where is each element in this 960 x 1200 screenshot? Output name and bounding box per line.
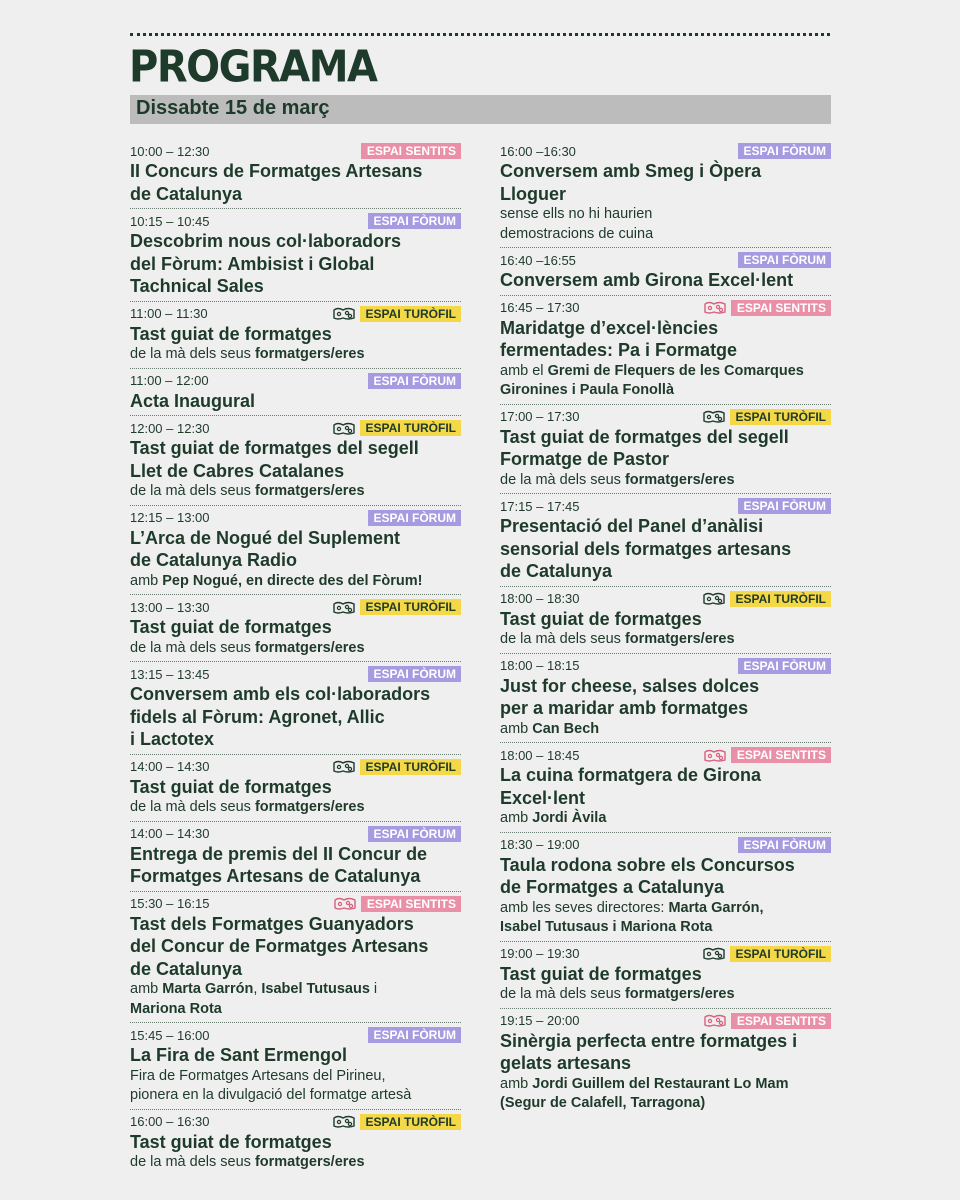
event-time: 13:15 – 13:45 <box>130 666 210 682</box>
cheese-icon <box>332 600 356 615</box>
event-header <box>500 746 831 764</box>
event-header <box>500 657 831 675</box>
space-badge: ESPAI SENTITS <box>731 300 831 316</box>
subtitle-bold: Mariona Rota <box>130 1000 222 1017</box>
top-dotted-rule <box>130 33 830 36</box>
event-subtitle <box>500 1075 831 1095</box>
subtitle-bold: formatgers/eres <box>254 346 365 362</box>
event-header <box>130 142 461 160</box>
event-space <box>738 498 831 514</box>
subtitle-bold: Pep Nogué, en directe des del Fòrum! <box>162 572 423 589</box>
senses-icon <box>703 300 727 315</box>
event-space <box>368 1027 461 1043</box>
space-badge: ESPAI FÒRUM <box>738 143 831 159</box>
space-badge: ESPAI TURÒFIL <box>360 599 461 615</box>
space-badge: ESPAI FÒRUM <box>368 666 461 682</box>
space-badge: ESPAI TURÒFIL <box>730 946 831 962</box>
event-subtitle <box>130 798 461 818</box>
subtitle-text: , <box>253 981 262 997</box>
event-item <box>130 139 461 205</box>
event-item <box>130 1022 461 1106</box>
space-badge: ESPAI FÒRUM <box>368 373 461 389</box>
event-title: Tast guiat de formatges <box>130 776 332 797</box>
space-badge: ESPAI FÒRUM <box>368 213 461 229</box>
event-item <box>130 891 461 1020</box>
event-subtitle <box>500 630 831 650</box>
subtitle-bold: Isabel Tutusaus <box>261 981 370 997</box>
event-time: 15:30 – 16:15 <box>130 896 210 911</box>
event-header <box>130 509 461 527</box>
event-header <box>130 665 461 683</box>
event-space <box>368 666 461 682</box>
event-space <box>368 213 461 229</box>
space-badge: ESPAI TURÒFIL <box>360 1114 461 1130</box>
event-title: Just for cheese, salses dolces per a maridar amb formatges <box>500 675 760 718</box>
subtitle-text: amb les seves directores: <box>500 899 669 916</box>
space-badge: ESPAI SENTITS <box>361 143 461 159</box>
event-space <box>361 143 461 159</box>
event-time: 17:00 – 17:30 <box>500 409 580 424</box>
event-time: 11:00 – 11:30 <box>130 306 208 321</box>
subtitle-text: amb <box>130 981 163 997</box>
event-item <box>500 404 831 491</box>
event-space <box>738 143 831 159</box>
subtitle-bold: formatgers/eres <box>624 471 735 488</box>
event-header <box>130 758 461 776</box>
event-header <box>130 895 461 913</box>
space-badge: ESPAI TURÒFIL <box>730 591 831 607</box>
event-item <box>130 301 461 365</box>
event-item <box>130 1109 461 1173</box>
senses-icon <box>703 748 727 763</box>
event-subtitle <box>500 720 831 740</box>
page-title: PROGRAMA <box>129 42 377 93</box>
event-time: 17:15 – 17:45 <box>500 498 580 514</box>
event-header <box>130 825 461 843</box>
subtitle-text: de la mà dels seus <box>130 799 255 815</box>
subtitle-bold: Isabel Tutusaus i Mariona Rota <box>500 919 713 935</box>
senses-icon <box>703 1013 727 1028</box>
schedule-column-right <box>500 139 831 1117</box>
cheese-icon <box>332 421 356 436</box>
event-space <box>368 510 461 526</box>
subtitle-bold: Can Bech <box>532 720 600 737</box>
event-header <box>130 1026 461 1044</box>
event-title: Conversem amb Girona Excel·lent <box>500 270 794 290</box>
event-time: 19:00 – 19:30 <box>500 946 580 961</box>
event-header <box>500 1012 831 1030</box>
event-header <box>130 212 461 230</box>
event-item <box>500 493 831 583</box>
event-time: 19:15 – 20:00 <box>500 1013 580 1028</box>
event-title: Acta Inaugural <box>130 390 256 411</box>
event-time: 16:00 –16:30 <box>500 143 576 159</box>
subtitle-text: Fira de Formatges Artesans del Pirineu, <box>130 1067 386 1084</box>
subtitle-bold: Gremi de Flequers de les Comarques <box>547 362 804 379</box>
event-item <box>130 415 461 502</box>
event-subtitle <box>130 980 461 1000</box>
event-item <box>130 505 461 592</box>
cheese-icon <box>702 946 726 961</box>
event-space <box>703 747 831 763</box>
subtitle-bold: formatgers/eres <box>254 799 365 815</box>
event-time: 16:45 – 17:30 <box>500 300 580 315</box>
event-item <box>500 247 831 292</box>
space-badge: ESPAI FÒRUM <box>738 252 831 268</box>
subtitle-text: amb <box>130 572 163 589</box>
subtitle-text: amb <box>500 720 533 737</box>
event-subtitle <box>130 345 461 365</box>
subtitle-text: amb <box>500 810 533 826</box>
event-item <box>500 1008 831 1114</box>
event-item <box>130 821 461 888</box>
event-item <box>500 941 831 1005</box>
event-subtitle <box>130 639 461 659</box>
event-item <box>500 653 831 740</box>
event-header <box>130 372 461 390</box>
day-label: Dissabte 15 de març <box>136 97 330 119</box>
event-title: Tast guiat de formatges <box>500 963 702 984</box>
space-badge: ESPAI TURÒFIL <box>360 306 461 322</box>
event-time: 12:15 – 13:00 <box>130 510 210 525</box>
event-item <box>130 594 461 658</box>
event-item <box>500 832 831 938</box>
subtitle-text: i <box>369 981 378 997</box>
subtitle-text: pionera en la divulgació del formatge artesà <box>130 1087 412 1103</box>
cheese-icon <box>702 409 726 424</box>
space-badge: ESPAI FÒRUM <box>738 837 831 853</box>
event-space <box>333 896 461 912</box>
subtitle-text: amb <box>500 1075 533 1092</box>
space-badge: ESPAI TURÒFIL <box>360 420 461 436</box>
event-header <box>500 836 831 854</box>
subtitle-text: sense ells no hi haurien <box>500 206 653 222</box>
event-space <box>738 837 831 853</box>
event-header <box>500 590 831 608</box>
event-header <box>500 251 831 269</box>
event-item <box>130 754 461 818</box>
event-title: Conversem amb Smeg i Òpera Lloguer <box>500 161 762 204</box>
event-space <box>332 420 461 436</box>
event-item <box>130 661 461 751</box>
event-time: 15:45 – 16:00 <box>130 1027 210 1043</box>
subtitle-bold: Marta Garrón, <box>668 899 764 916</box>
subtitle-text: de la mà dels seus <box>130 1154 255 1170</box>
event-space <box>703 300 831 316</box>
event-subtitle <box>500 362 831 382</box>
event-title: Tast guiat de formatges del segell Formatge de Pastor <box>500 426 789 469</box>
event-subtitle <box>500 985 831 1005</box>
event-item <box>500 139 831 244</box>
subtitle-bold: formatgers/eres <box>254 1154 365 1170</box>
space-badge: ESPAI FÒRUM <box>738 498 831 514</box>
event-time: 18:30 – 19:00 <box>500 837 580 852</box>
event-title: La Fira de Sant Ermengol <box>130 1045 348 1065</box>
event-title: Sinèrgia perfecta entre formatges i gelats artesans <box>500 1030 798 1073</box>
event-space <box>702 591 831 607</box>
cheese-icon <box>332 759 356 774</box>
cheese-icon <box>332 1114 356 1129</box>
space-badge: ESPAI SENTITS <box>361 896 461 912</box>
event-time: 16:40 –16:55 <box>500 252 576 268</box>
event-subtitle <box>500 899 831 919</box>
event-subtitle <box>500 1094 831 1114</box>
event-title: II Concurs de Formatges Artesans de Catalunya <box>130 161 423 204</box>
event-time: 18:00 – 18:45 <box>500 747 580 763</box>
day-header <box>130 95 831 124</box>
space-badge: ESPAI TURÒFIL <box>730 409 831 425</box>
event-time: 12:00 – 12:30 <box>130 420 210 436</box>
event-item <box>500 295 831 401</box>
event-subtitle <box>130 1000 461 1020</box>
space-badge: ESPAI FÒRUM <box>368 826 461 842</box>
event-subtitle <box>500 471 831 491</box>
event-header <box>130 419 461 437</box>
event-title: Descobrim nous col·laboradors del Fòrum: Ambisist i Global Tachnical Sales <box>130 231 402 296</box>
event-subtitle <box>130 482 461 502</box>
event-title: L’Arca de Nogué del Suplement de Catalunya Radio <box>130 527 401 570</box>
event-subtitle <box>500 225 831 245</box>
subtitle-bold: formatgers/eres <box>624 986 735 1002</box>
event-space <box>738 658 831 674</box>
event-title: Tast guiat de formatges <box>130 617 332 637</box>
event-item <box>500 586 831 650</box>
space-badge: ESPAI FÒRUM <box>368 510 461 526</box>
event-time: 14:00 – 14:30 <box>130 759 210 774</box>
event-time: 18:00 – 18:15 <box>500 658 580 673</box>
subtitle-text: demostracions de cuina <box>500 225 654 242</box>
event-space <box>738 252 831 268</box>
event-time: 10:15 – 10:45 <box>130 213 210 229</box>
space-badge: ESPAI SENTITS <box>731 747 831 763</box>
cheese-icon <box>702 591 726 606</box>
event-header <box>500 408 831 426</box>
subtitle-text: de la mà dels seus <box>500 631 625 647</box>
subtitle-text: de la mà dels seus <box>500 986 625 1002</box>
senses-icon <box>333 896 357 911</box>
event-space <box>703 1013 831 1029</box>
event-title: Tast dels Formatges Guanyadors del Concur de Formatges Artesans de Catalunya <box>130 913 429 979</box>
event-time: 13:00 – 13:30 <box>130 599 210 615</box>
space-badge: ESPAI FÒRUM <box>368 1027 461 1043</box>
space-badge: ESPAI TURÒFIL <box>360 759 461 775</box>
event-space <box>368 373 461 389</box>
event-subtitle <box>500 381 831 401</box>
event-item <box>130 368 461 413</box>
event-header <box>130 305 461 323</box>
event-subtitle <box>130 1086 461 1106</box>
event-space <box>332 599 461 615</box>
subtitle-text: amb el <box>500 362 548 379</box>
event-header <box>130 598 461 616</box>
event-space <box>332 1114 461 1130</box>
event-subtitle <box>500 809 831 829</box>
subtitle-bold: Marta Garrón <box>162 981 254 997</box>
subtitle-bold: Gironines i Paula Fonollà <box>500 382 675 398</box>
event-subtitle <box>130 1067 461 1087</box>
event-space <box>332 306 461 322</box>
event-time: 10:00 – 12:30 <box>130 143 210 159</box>
event-subtitle <box>130 572 461 592</box>
subtitle-text: de la mà dels seus <box>500 471 625 488</box>
subtitle-text: de la mà dels seus <box>130 639 255 656</box>
event-subtitle <box>500 918 831 938</box>
event-time: 16:00 – 16:30 <box>130 1114 210 1129</box>
event-title: Tast guiat de formatges <box>130 323 332 344</box>
subtitle-bold: formatgers/eres <box>624 631 735 647</box>
event-title: Conversem amb els col·laboradors fidels al Fòrum: Agronet, Allic i Lactotex <box>130 684 431 749</box>
subtitle-bold: Jordi Àvila <box>532 810 607 826</box>
event-header <box>500 142 831 160</box>
event-header <box>130 1113 461 1131</box>
space-badge: ESPAI SENTITS <box>731 1013 831 1029</box>
event-item <box>500 742 831 829</box>
schedule-column-left <box>130 139 461 1176</box>
space-badge: ESPAI FÒRUM <box>738 658 831 674</box>
event-header <box>500 945 831 963</box>
cheese-icon <box>332 306 356 321</box>
event-time: 14:00 – 14:30 <box>130 826 210 841</box>
subtitle-bold: Jordi Guillem del Restaurant Lo Mam <box>532 1075 789 1092</box>
subtitle-bold: formatgers/eres <box>254 639 365 656</box>
event-space <box>702 946 831 962</box>
event-title: Presentació del Panel d’anàlisi sensorial dels formatges artesans de Catalunya <box>500 516 792 581</box>
subtitle-bold: formatgers/eres <box>254 483 365 499</box>
subtitle-text: de la mà dels seus <box>130 346 255 362</box>
event-space <box>332 759 461 775</box>
event-title: Tast guiat de formatges <box>500 608 702 629</box>
event-subtitle <box>500 205 831 225</box>
event-subtitle <box>130 1153 461 1173</box>
event-title: Taula rodona sobre els Concursos de Formatges a Catalunya <box>500 854 795 897</box>
event-title: Tast guiat de formatges <box>130 1131 332 1152</box>
event-space <box>368 826 461 842</box>
event-time: 11:00 – 12:00 <box>130 373 209 388</box>
event-space <box>702 409 831 425</box>
event-header <box>500 497 831 515</box>
event-time: 18:00 – 18:30 <box>500 591 580 606</box>
event-title: Entrega de premis del II Concur de Formatges Artesans de Catalunya <box>130 843 428 886</box>
event-title: Tast guiat de formatges del segell Llet de Cabres Catalanes <box>130 438 419 481</box>
event-header <box>500 299 831 317</box>
event-title: Maridatge d’excel·lències fermentades: Pa i Formatge <box>500 317 738 360</box>
subtitle-text: de la mà dels seus <box>130 483 255 499</box>
event-title: La cuina formatgera de Girona Excel·lent <box>500 765 762 808</box>
event-item <box>130 208 461 298</box>
subtitle-bold: (Segur de Calafell, Tarragona) <box>500 1095 706 1111</box>
